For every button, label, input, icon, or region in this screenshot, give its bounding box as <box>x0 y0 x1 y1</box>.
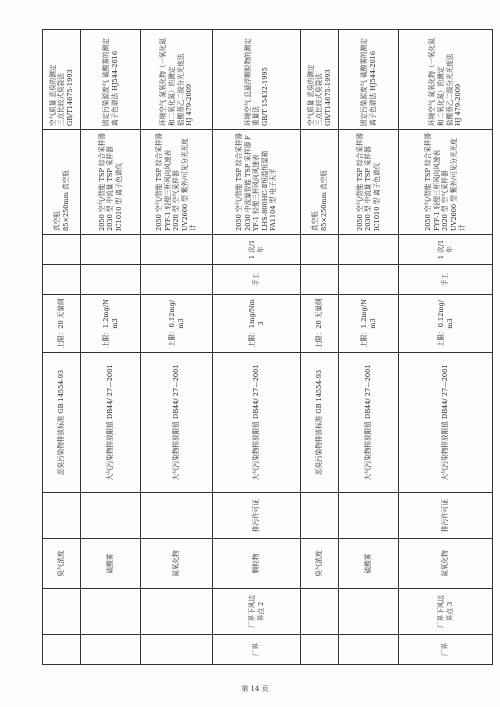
limit-text: 上限：0.12mg/m3 <box>167 299 185 348</box>
equipment-line: FYF-1 轻便三杯风向风速表 <box>163 149 172 231</box>
limit-cell <box>141 295 213 353</box>
equipment-line: 2050 空气/智能 TSP 综合采样器 <box>235 133 244 231</box>
table-row <box>141 30 213 665</box>
location-text: 厂界 <box>441 642 450 657</box>
pollutant-item-text: 氮氧化物 <box>172 550 181 577</box>
rotated-table-container <box>42 30 492 665</box>
method-cell <box>81 265 141 295</box>
standard-text: 大气污染物排放限值 DB44/ 27—2001 <box>172 364 181 481</box>
analysis-method-line: HJ 479-2009 <box>454 83 463 126</box>
equipment-line: 85×250mm 真空瓶 <box>61 170 70 231</box>
analysis-method-line: 三点比较式臭袋法 <box>57 73 66 126</box>
analysis-method-line: 盐酸萘乙二胺分光光度法 <box>176 53 185 126</box>
equipment-cell <box>301 130 339 235</box>
equipment-line: 真空瓶 <box>52 211 61 231</box>
equipment-line: 2050 空气/智能 TSP 综合采样器 <box>97 133 106 231</box>
frequency-text: 1 次/1 年 <box>436 239 454 260</box>
location-text: 厂界 <box>252 642 261 657</box>
pollutant-item-text: 硫酸雾 <box>364 553 373 574</box>
equipment-line: LHS-800HC-Ⅱ恒温恒湿箱 <box>260 150 269 231</box>
method-cell <box>43 265 81 295</box>
basis-cell <box>399 493 493 539</box>
equipment-line: 2050 空气/智能 TSP 综合采样器 <box>155 133 164 231</box>
method-cell <box>141 265 213 295</box>
limit-cell <box>301 295 339 353</box>
pollutant-item-cell <box>301 539 339 589</box>
equipment-cell <box>141 130 213 235</box>
equipment-cell <box>43 130 81 235</box>
table-row <box>213 30 301 665</box>
pollutant-item-cell <box>141 539 213 589</box>
location-cell <box>213 635 301 665</box>
monitoring-point-cell <box>43 589 81 635</box>
limit-cell <box>81 295 141 353</box>
method-text: 手工 <box>441 272 450 287</box>
monitoring-point-cell <box>339 589 399 635</box>
frequency-text: 1 次/1 年 <box>247 239 265 260</box>
frequency-cell <box>43 235 81 265</box>
standard-cell <box>301 353 339 493</box>
pollutant-item-text: 臭气浓度 <box>57 550 66 577</box>
limit-cell <box>399 295 493 353</box>
equipment-line: 2020 型 空气采样器 <box>441 170 450 231</box>
basis-cell <box>301 493 339 539</box>
equipment-line: UV2600 型 紫外/可见分光光度计 <box>180 138 198 231</box>
standard-text: 恶臭污染物排放标准 GB 14554-93 <box>57 369 66 476</box>
monitoring-point-cell <box>81 589 141 635</box>
analysis-method-line: 环境空气 氮氧化物（一氧化氮和二氧化氮）的测定 <box>428 38 445 126</box>
pollutant-item-text: 氮氧化物 <box>441 550 450 577</box>
location-cell <box>81 635 141 665</box>
analysis-method-line: GB/T 15432-1995 <box>260 67 269 126</box>
standard-cell <box>339 353 399 493</box>
equipment-cell <box>339 130 399 235</box>
basis-cell <box>81 493 141 539</box>
method-cell <box>339 265 399 295</box>
standard-cell <box>141 353 213 493</box>
standard-text: 大气污染物排放限值 DB44/ 27—2001 <box>364 364 373 481</box>
basis-cell <box>213 493 301 539</box>
equipment-line: IC1010 型 离子色谱仪 <box>114 162 123 231</box>
monitoring-point-text: 厂界下风边界点 3 <box>436 595 454 628</box>
frequency-cell <box>339 235 399 265</box>
analysis-method-line: 固定污染源废气 硫酸雾的测定 <box>359 38 368 126</box>
analysis-method-line: 三点比较式臭袋法 <box>315 73 324 126</box>
location-cell <box>141 635 213 665</box>
analysis-method-cell <box>81 30 141 130</box>
equipment-line: 2050 空气/智能 TSP 综合采样器 <box>424 133 433 231</box>
limit-cell <box>213 295 301 353</box>
analysis-method-cell <box>301 30 339 130</box>
table-row <box>399 30 493 665</box>
basis-text: 排污许可证 <box>441 499 450 532</box>
analysis-method-line: GB/T14675-1993 <box>323 69 332 126</box>
analysis-method-line: 环境空气 总悬浮颗粒物的测定 重量法 <box>243 38 261 126</box>
standard-text: 恶臭污染物排放标准 GB 14554-93 <box>315 369 324 476</box>
monitoring-point-cell <box>213 589 301 635</box>
method-cell <box>213 265 301 295</box>
location-cell <box>43 635 81 665</box>
basis-text: 排污许可证 <box>252 499 261 532</box>
pollutant-item-cell <box>43 539 81 589</box>
table-row <box>339 30 399 665</box>
frequency-cell <box>399 235 493 265</box>
equipment-line: 2050 空气/智能 TSP 综合采样器 <box>355 133 364 231</box>
equipment-line: 85×250mm 真空瓶 <box>319 170 328 231</box>
analysis-method-line: 离子色谱法 HJ544-2016 <box>110 50 119 126</box>
frequency-cell <box>81 235 141 265</box>
monitoring-point-cell <box>301 589 339 635</box>
analysis-method-line: 盐酸萘乙二胺分光光度法 <box>445 53 454 126</box>
limit-text: 上限：20 无量纲 <box>315 298 324 349</box>
limit-text: 上限：1mg/Nm3 <box>247 299 265 348</box>
analysis-method-cell <box>399 30 493 130</box>
standard-cell <box>213 353 301 493</box>
analysis-method-cell <box>43 30 81 130</box>
equipment-cell <box>399 130 493 235</box>
equipment-line: FA1104 型 电子天平 <box>269 168 278 231</box>
analysis-method-line: 固定污染源废气 硫酸雾的测定 <box>101 38 110 126</box>
limit-cell <box>43 295 81 353</box>
analysis-method-line: HJ 479-2009 <box>185 83 194 126</box>
analysis-method-line: 空气质量 恶臭的测定 <box>48 64 57 126</box>
location-cell <box>399 635 493 665</box>
analysis-method-cell <box>339 30 399 130</box>
equipment-line: 2030 中流量智能 TSP 采样器 FYF-1 轻便三杯风向风速表 <box>243 135 261 231</box>
location-cell <box>301 635 339 665</box>
standard-cell <box>81 353 141 493</box>
limit-cell <box>339 295 399 353</box>
equipment-line: UV2600 型 紫外/可见分光光度计 <box>449 138 467 231</box>
limit-text: 上限：1.2mg/Nm3 <box>101 299 119 348</box>
table-row <box>301 30 339 665</box>
standard-cell <box>43 353 81 493</box>
analysis-method-line: 空气质量 恶臭的测定 <box>306 64 315 126</box>
page-number: 第 14 页 <box>241 685 269 693</box>
analysis-method-cell <box>213 30 301 130</box>
monitoring-point-text: 厂界下风边界点 2 <box>247 595 265 628</box>
standard-cell <box>399 353 493 493</box>
basis-cell <box>339 493 399 539</box>
method-cell <box>399 265 493 295</box>
frequency-cell <box>213 235 301 265</box>
equipment-line: 2020 型 空气采样器 <box>172 170 181 231</box>
equipment-line: 2030 型 中流量 TSP 采样器 <box>106 146 115 231</box>
standard-text: 大气污染物排放限值 DB44/ 27—2001 <box>252 364 261 481</box>
analysis-method-cell <box>141 30 213 130</box>
equipment-cell <box>81 130 141 235</box>
analysis-method-line: 环境空气 氮氧化物（一氧化氮和二氧化氮）的测定 <box>159 38 176 126</box>
pollutant-item-cell <box>213 539 301 589</box>
basis-cell <box>141 493 213 539</box>
equipment-line: IC1010 型 离子色谱仪 <box>372 162 381 231</box>
method-text: 手工 <box>252 272 261 287</box>
equipment-cell <box>213 130 301 235</box>
pollutant-item-text: 颗粒物 <box>252 553 261 574</box>
monitoring-table <box>42 29 493 665</box>
location-cell <box>339 635 399 665</box>
frequency-cell <box>141 235 213 265</box>
method-cell <box>301 265 339 295</box>
monitoring-point-cell <box>141 589 213 635</box>
analysis-method-line: GB/T14675-1993 <box>65 69 74 126</box>
pollutant-item-cell <box>399 539 493 589</box>
limit-text: 上限：1.2mg/Nm3 <box>359 299 377 348</box>
limit-text: 上限：0.12mg/m3 <box>436 299 454 348</box>
monitoring-point-cell <box>399 589 493 635</box>
standard-text: 大气污染物排放限值 DB44/ 27—2001 <box>441 364 450 481</box>
frequency-cell <box>301 235 339 265</box>
pollutant-item-cell <box>339 539 399 589</box>
pollutant-item-text: 臭气浓度 <box>315 550 324 577</box>
equipment-line: 2030 型 中流量 TSP 采样器 <box>364 146 373 231</box>
table-row <box>43 30 81 665</box>
equipment-line: FYF-1 轻便三杯风向风速表 <box>432 149 441 231</box>
pollutant-item-text: 硫酸雾 <box>106 553 115 574</box>
analysis-method-line: 离子色谱法 HJ544-2016 <box>368 50 377 126</box>
standard-text: 大气污染物排放限值 DB44/ 27—2001 <box>106 364 115 481</box>
table-row <box>81 30 141 665</box>
equipment-line: 真空瓶 <box>310 211 319 231</box>
pollutant-item-cell <box>81 539 141 589</box>
limit-text: 上限：20 无量纲 <box>57 298 66 349</box>
basis-cell <box>43 493 81 539</box>
